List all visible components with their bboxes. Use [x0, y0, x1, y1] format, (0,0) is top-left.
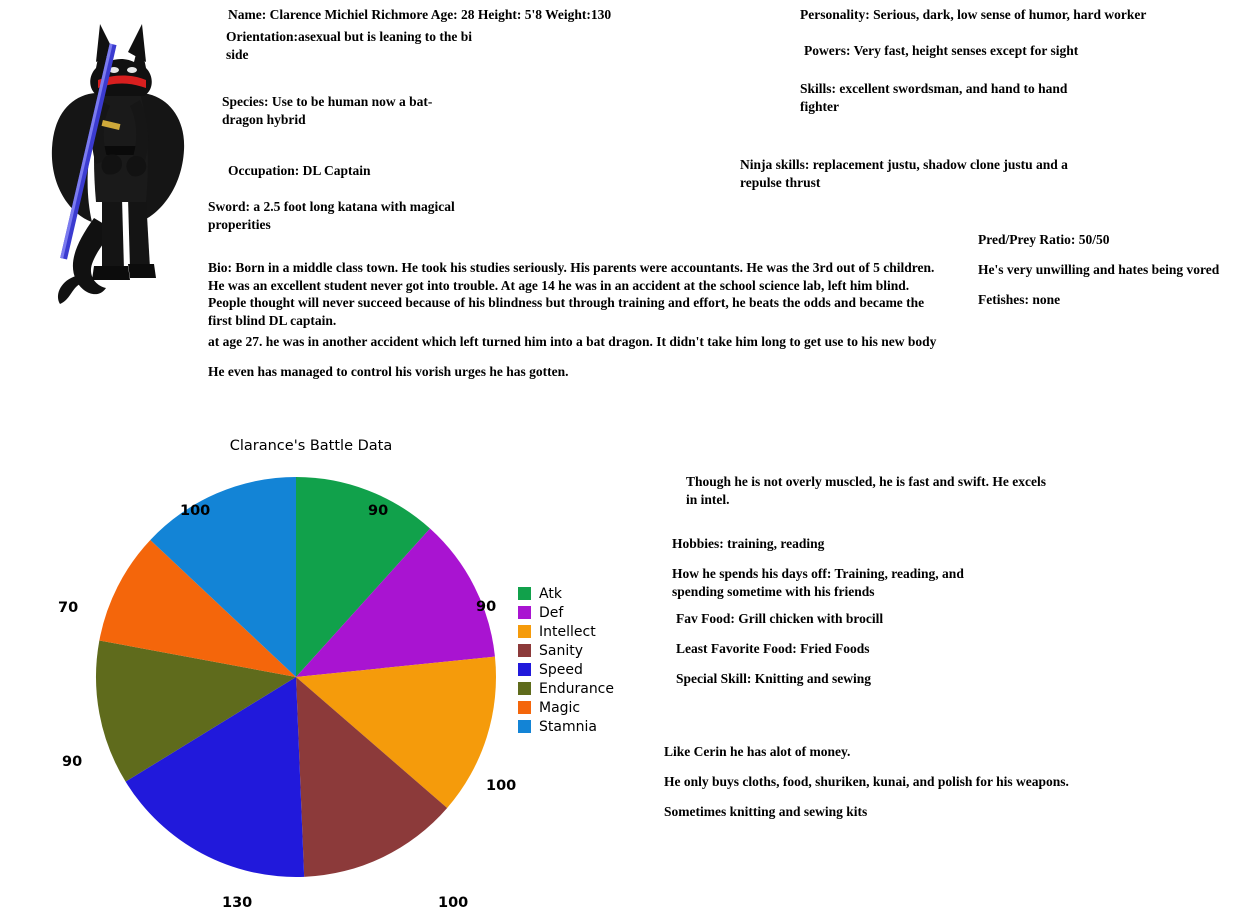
legend-label-endurance: Endurance: [539, 680, 614, 697]
vore-note-text: He's very unwilling and hates being vored: [978, 262, 1220, 277]
legend-label-intellect: Intellect: [539, 623, 596, 640]
legend-swatch-endurance: [518, 682, 531, 695]
pie-value-label-atk: 90: [368, 503, 389, 519]
bio-text: Bio: Born in a middle class town. He took his studies seriously. His parents were accountants. He was the 3rd out of 5 children. He was an excellent student never got into trouble. At age 14 he was in an accident at the school science lab, left him blind. People thought will never succeed because of his blindness but through training and effort, he beats the odds and became the first blind DL captain.: [208, 260, 935, 328]
special-skill-note: Special Skill: Knitting and sewing: [676, 671, 872, 686]
spending-note: He only buys cloths, food, shuriken, kunai, and polish for his weapons.: [664, 774, 1069, 789]
pie-value-label-speed: 130: [222, 895, 253, 911]
bio-extra-2: He even has managed to control his vorish urges he has gotten.: [208, 364, 569, 379]
battle-data-pie-chart: [58, 432, 686, 911]
legend-swatch-stamnia: [518, 720, 531, 733]
days-off-note: How he spends his days off: Training, reading, and spending sometime with his friends: [672, 566, 964, 599]
money-note: Like Cerin he has alot of money.: [664, 744, 851, 759]
chart-legend: [518, 584, 668, 736]
legend-item: [518, 584, 668, 603]
fetishes-text: Fetishes: none: [978, 292, 1061, 307]
chart-title: Clarance's Battle Data: [229, 438, 393, 454]
pie-value-label-endurance: 90: [62, 754, 83, 770]
orientation-text: Orientation:asexual but is leaning to the bi side: [226, 29, 473, 62]
pie-value-label-intellect: 100: [486, 778, 517, 794]
pred-prey-text: Pred/Prey Ratio: 50/50: [978, 232, 1110, 247]
identity-line: Name: Clarence Michiel Richmore Age: 28 Height: 5'8 Weight:130: [228, 7, 612, 22]
legend-swatch-def: [518, 606, 531, 619]
legend-item: [518, 698, 668, 717]
legend-label-sanity: Sanity: [539, 642, 584, 659]
powers-text: Powers: Very fast, height senses except for sight: [804, 43, 1079, 58]
least-fav-food-note: Least Favorite Food: Fried Foods: [676, 641, 870, 656]
personality-text: Personality: Serious, dark, low sense of humor, hard worker: [800, 7, 1147, 22]
legend-label-magic: Magic: [539, 699, 581, 716]
legend-swatch-sanity: [518, 644, 531, 657]
legend-swatch-intellect: [518, 625, 531, 638]
pie-value-label-magic: 70: [58, 600, 79, 616]
occupation-text: Occupation: DL Captain: [228, 163, 371, 178]
legend-label-def: Def: [539, 604, 564, 621]
hobbies-note: Hobbies: training, reading: [672, 536, 825, 551]
legend-item: [518, 717, 668, 736]
legend-label-speed: Speed: [539, 661, 583, 678]
legend-item: [518, 622, 668, 641]
legend-swatch-speed: [518, 663, 531, 676]
legend-item: [518, 603, 668, 622]
bio-extra-1: at age 27. he was in another accident which left turned him into a bat dragon. It didn't take him long to get use to his new body: [208, 334, 937, 349]
legend-label-stamnia: Stamnia: [539, 718, 597, 735]
legend-item: [518, 641, 668, 660]
pie-svg: [86, 467, 506, 887]
build-note: Though he is not overly muscled, he is fast and swift. He excels in intel.: [686, 474, 1047, 507]
skills-text: Skills: excellent swordsman, and hand to hand fighter: [800, 81, 1068, 114]
fav-food-note: Fav Food: Grill chicken with brocill: [676, 611, 884, 626]
pie-value-label-stamnia: 100: [180, 503, 211, 519]
legend-swatch-magic: [518, 701, 531, 714]
pie-value-label-sanity: 100: [438, 895, 469, 911]
legend-item: [518, 660, 668, 679]
pie-area: [58, 467, 517, 911]
sword-text: Sword: a 2.5 foot long katana with magical properities: [208, 199, 455, 232]
species-text: Species: Use to be human now a bat-dragon hybrid: [222, 94, 433, 127]
legend-item: [518, 679, 668, 698]
character-illustration: [36, 18, 186, 308]
legend-label-atk: Atk: [539, 585, 562, 602]
spending-extra-note: Sometimes knitting and sewing kits: [664, 804, 868, 819]
legend-swatch-atk: [518, 587, 531, 600]
pie-value-label-def: 90: [476, 599, 497, 615]
ninja-skills-text: Ninja skills: replacement justu, shadow clone justu and a repulse thrust: [740, 157, 1068, 190]
